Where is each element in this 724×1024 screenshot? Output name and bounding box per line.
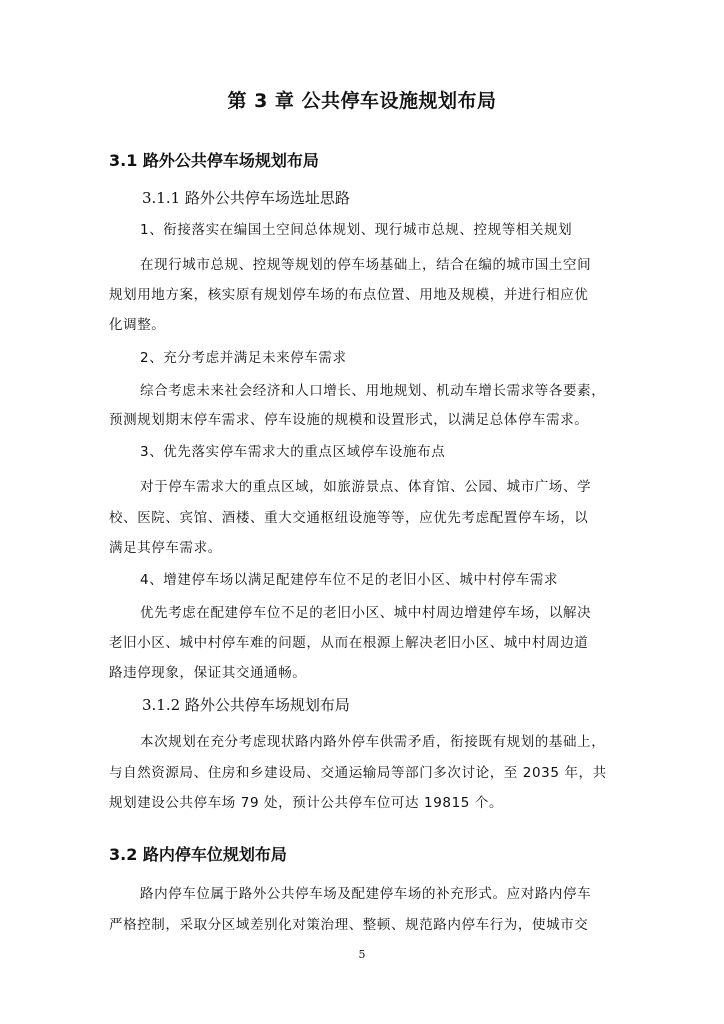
chapter-title: 第 3 章 公共停车设施规划布局: [227, 90, 497, 112]
paragraph-line: 与自然资源局、住房和乡建设局、交通运输局等部门多次讨论，至 2035 年，共: [109, 765, 607, 781]
item-1-title: 1、衔接落实在编国土空间总体规划、现行城市总规、控规等相关规划: [140, 222, 573, 238]
paragraph-line: 校、医院、宾馆、酒楼、重大交通枢纽设施等等，应优先考虑配置停车场，以: [109, 510, 589, 526]
paragraph-line: 路内停车位属于路外公共停车场及配建停车场的补充形式。应对路内停车: [140, 886, 592, 902]
paragraph-line: 在现行城市总规、控规等规划的停车场基础上，结合在编的城市国土空间: [140, 257, 592, 273]
paragraph-line: 综合考虑未来社会经济和人口增长、用地规划、机动车增长需求等各要素，: [140, 383, 606, 399]
paragraph-line: 优先考虑在配建停车位不足的老旧小区、城中村周边增建停车场，以解决: [140, 605, 592, 621]
paragraph-line: 老旧小区、城中村停车难的问题，从而在根源上解决老旧小区、城中村周边道: [109, 635, 589, 651]
subsection-heading-3-1-2: 3.1.2 路外公共停车场规划布局: [142, 696, 350, 714]
item-3-title: 3、优先落实停车需求大的重点区域停车设施布点: [140, 444, 446, 460]
item-2-title: 2、充分考虑并满足未来停车需求: [140, 350, 347, 366]
paragraph-line: 化调整。: [109, 317, 166, 333]
paragraph-line: 本次规划在充分考虑现状路内路外停车供需矛盾，衔接既有规划的基础上，: [140, 734, 606, 750]
subsection-heading-3-1-1: 3.1.1 路外公共停车场选址思路: [142, 189, 350, 207]
item-4-title: 4、增建停车场以满足配建停车位不足的老旧小区、城中村停车需求: [140, 572, 559, 588]
paragraph-line: 预测规划期末停车需求、停车设施的规模和设置形式，以满足总体停车需求。: [109, 412, 589, 428]
paragraph-line: 对于停车需求大的重点区域，如旅游景点、体育馆、公园、城市广场、学: [140, 479, 592, 495]
section-heading-3-2: 3.2 路内停车位规划布局: [109, 845, 287, 864]
paragraph-line: 路违停现象，保证其交通通畅。: [109, 665, 307, 681]
paragraph-line: 满足其停车需求。: [109, 540, 222, 556]
section-heading-3-1: 3.1 路外公共停车场规划布局: [109, 151, 319, 170]
paragraph-line: 规划建设公共停车场 79 处，预计公共停车位可达 19815 个。: [109, 795, 504, 811]
page-number: 5: [358, 948, 366, 961]
paragraph-line: 规划用地方案，核实原有规划停车场的布点位置、用地及规模，并进行相应优: [109, 287, 589, 303]
paragraph-line: 严格控制，采取分区域差别化对策治理、整顿、规范路内停车行为，使城市交: [109, 917, 589, 933]
